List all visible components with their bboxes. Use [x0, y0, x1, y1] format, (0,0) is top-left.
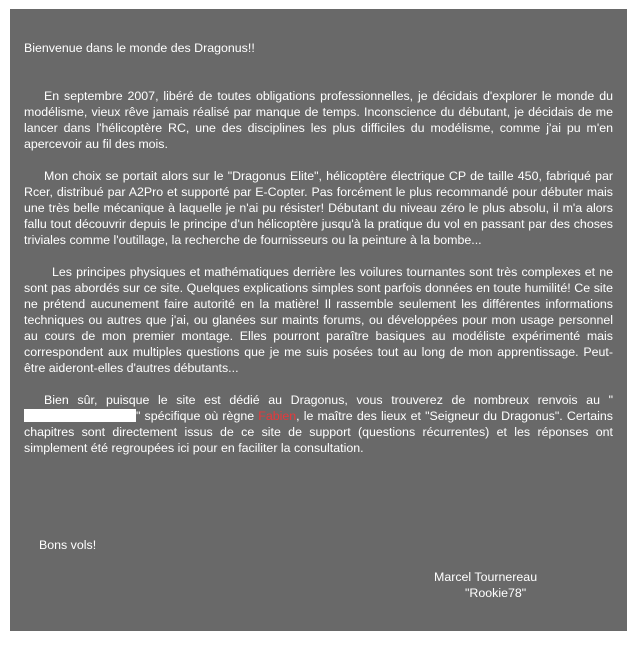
forum-owner-name: Fabien: [258, 409, 297, 423]
paragraph-2: Mon choix se portait alors sur le "Dragonus Elite", hélicoptère électrique CP de taille 450, fabriqué par Rcer, distribué par A2Pro et supporté par E-Copter. Pas forcément le plus recommandé pour débuter mais une très belle mécanique à laquelle je n'ai pu résister! Débutant du niveau zéro le plus absolu, il m'a alors fallu tout découvrir depuis le principe d'un hélicoptère jusqu'à la pratique du vol en passant par des choses triviales comme l'outillage, la recherche de fournisseurs ou la peinture à la bombe...: [24, 169, 613, 247]
signature-nickname: "Rookie78": [465, 586, 527, 600]
content-panel: [10, 9, 627, 631]
closing-text: Bons vols!: [39, 538, 97, 552]
paragraph-3: Les principes physiques et mathématiques derrière les voilures tournantes sont très complexes et ne sont pas abordés sur ce site. Quelques explications simples sont parfois données en toute humilité! Ce site ne prétend aucunement faire autorité en la matière! Il rassemble seulement les différentes informations techniques ou autres que j'ai, ou glanées sur maints forums, ou développées pour mon usage personnel au cours de mon premier montage. Elles pourront paraître basiques au modéliste expérimenté mais correspondent aux multiples questions que je me suis posées tout au long de mon apprentissage. Peut-être aideront-elles d'autres débutants...: [24, 265, 613, 375]
signature: [434, 569, 584, 601]
paragraph-4-end: , le maître des lieux et "Seigneur du Dragonus". Certains chapitres sont directement issus de ce site de support (questions récurrentes) et les réponses ont simplement été regroupées ici pour en faciliter la consultation.: [24, 409, 614, 455]
paragraph-4-middle: " spécifique où règne: [136, 409, 259, 423]
welcome-heading: Bienvenue dans le monde des Dragonus!!: [24, 41, 255, 55]
intro-text: [24, 88, 613, 472]
signature-name: Marcel Tournereau: [434, 570, 538, 584]
paragraph-1: En septembre 2007, libéré de toutes obligations professionnelles, je décidais d'explorer le monde du modélisme, vieux rêve jamais réalisé par manque de temps. Inconscience du débutant, je décidais de me lancer dans l'hélicoptère RC, une des disciplines les plus difficiles du modélisme, comme j'ai pu m'en apercevoir au fil des mois.: [24, 89, 613, 151]
redacted-forum-link: [24, 409, 136, 422]
paragraph-4: [24, 392, 613, 456]
paragraph-4-start: Bien sûr, puisque le site est dédié au Dragonus, vous trouverez de nombreux renvois au ": [44, 393, 613, 407]
